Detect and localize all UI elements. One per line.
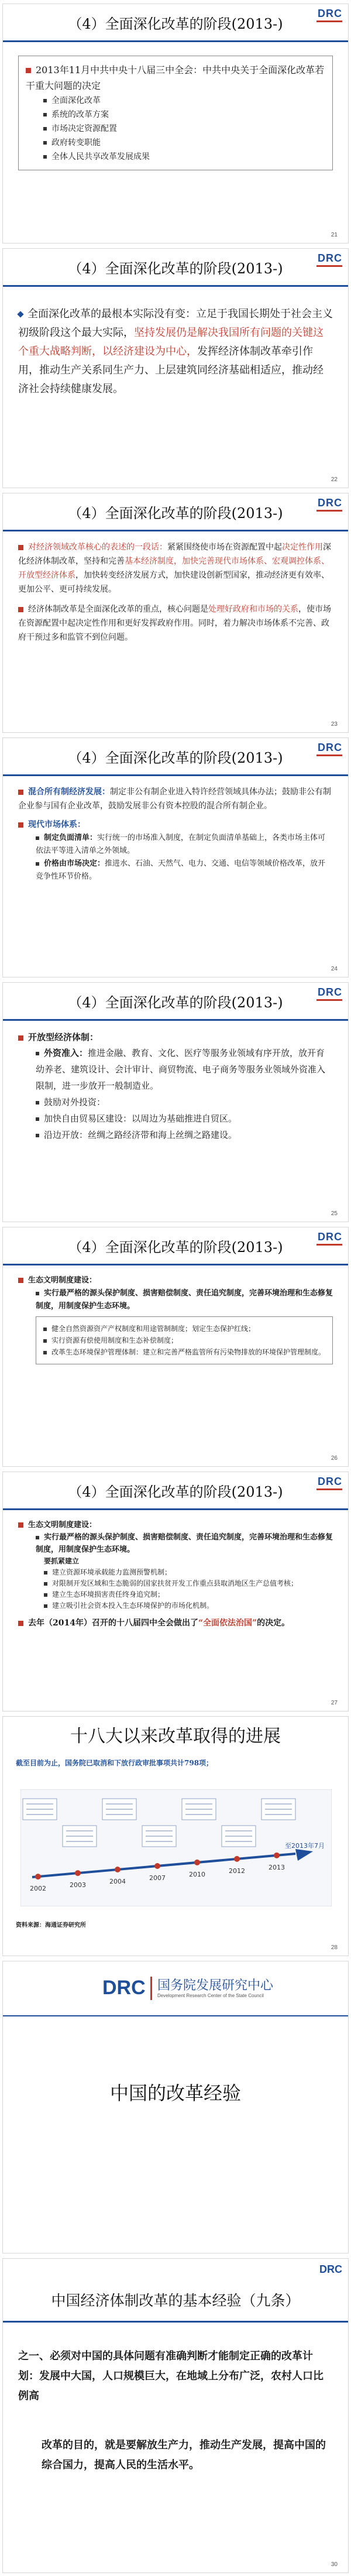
bullet-icon (26, 68, 31, 73)
intro-text: 2013年11月中共中央十八届三中全会：中共中央关于全面深化改革若干重大问题的决定 (26, 64, 325, 91)
logo-underline (316, 510, 342, 512)
bullet-icon (36, 1117, 39, 1121)
list-item: 实行资源有偿使用制度和生态补偿制度； (43, 1335, 325, 1346)
bullet-icon (18, 1522, 23, 1528)
body-paragraph: 混合所有制经济发展：制定非公有制企业进入特许经营领域具体办法；鼓励非公有制企业参与国有企业改革，鼓励发展非公有资本控股的混合所有制企业。 (18, 787, 331, 811)
body-paragraph: 全面深化改革的最根本实际没有变：立足于我国长期处于社会主义初级阶段这个最大实际，坚持发展仍是解决我国所有问题的关键这个重大战略判断，以经济建设为中心，发挥经济体制改革牵引作用，推动生产关系同生产力、上层建筑同经济基础相适应，推动经济社会持续健康发展。 (18, 308, 333, 395)
list-item: 全体人民共享改革发展成果 (26, 150, 325, 164)
page-number: 24 (331, 966, 338, 972)
slide-title: （4）全面深化改革的阶段(2013-) (68, 1484, 283, 1500)
bullet-icon (18, 1621, 23, 1626)
slide-title: （4）全面深化改革的阶段(2013-) (68, 260, 283, 277)
bullet-icon (18, 1035, 23, 1041)
drc-logo: DRC (318, 986, 342, 998)
slide-title-bar (3, 1717, 348, 1753)
slide-26 (2, 1227, 349, 1467)
bullet-icon (43, 155, 47, 159)
body-paragraph: 改革的目的，就是要解放生产力，推动生产发展，提高中国的综合国力，提高人民的生活水平。 (42, 2439, 326, 2471)
bullet-icon (18, 607, 23, 612)
drc-logo: DRC (102, 1977, 146, 1999)
slide-body (18, 305, 333, 399)
list-item: 全面深化改革 (26, 94, 325, 108)
bullet-icon (36, 862, 39, 866)
timeline-year-label: 2004 (109, 1878, 126, 1886)
bullet-icon (18, 790, 23, 795)
page-number: 25 (331, 1210, 338, 1217)
timeline-year-label: 2013 (269, 1863, 285, 1871)
slide-23 (2, 493, 349, 733)
list-item: 鼓励对外投资： (18, 1094, 333, 1110)
list-item: 健全自然资源资产产权制度和用途管制制度；划定生态保护红线； (43, 1323, 325, 1335)
bullet-icon (36, 1292, 39, 1295)
bullet-icon (36, 1536, 39, 1539)
section-heading: 现代市场体系： (18, 818, 333, 832)
list-item: 价格由市场决定：推进水、石油、天然气、电力、交通、电信等领域价格改革，放开竞争性环节价格。 (36, 859, 326, 881)
timeline-end-label: 至2013年7月 (285, 1842, 325, 1850)
timeline-year-label: 2012 (229, 1867, 245, 1875)
content-box (18, 56, 333, 170)
bullet-icon (43, 1339, 47, 1343)
bullet-icon (36, 1134, 39, 1137)
logo-underline (316, 1244, 342, 1246)
slide-title: 中国经济体制改革的基本经验（九条） (51, 2292, 300, 2309)
timeline-node (234, 1856, 240, 1862)
logo-underline (316, 20, 342, 22)
source-note: 资料来源：海通证券研究所 (16, 1922, 86, 1929)
bullet-icon (36, 1052, 39, 1055)
logo-underline (316, 754, 342, 756)
slide-21 (2, 4, 349, 243)
slide-body (16, 1758, 335, 1768)
slide-body (18, 540, 333, 644)
slide-title: （4）全面深化改革的阶段(2013-) (68, 1239, 283, 1256)
drc-logo: DRC (318, 742, 342, 753)
slide-body (18, 1274, 333, 1364)
slide-28 (2, 1716, 349, 1956)
body-paragraph: 之一、必须对中国的具体问题有准确判断才能制定正确的改革计划：发展中大国，人口规模巨大，在地域上分布广泛，农村人口比例高 (18, 2350, 324, 2402)
bullet-icon (44, 1604, 47, 1608)
bullet-icon (36, 1101, 39, 1105)
bullet-icon (44, 1593, 47, 1597)
timeline-node (194, 1860, 200, 1865)
lead-text: 截至目前为止，国务院已取消和下放行政审批事项共计798项； (16, 1759, 214, 1767)
logo-divider (150, 1977, 152, 2000)
slide-27 (2, 1471, 349, 1711)
logo-underline (316, 1488, 342, 1490)
slide-title: （4）全面深化改革的阶段(2013-) (68, 16, 283, 32)
bullet-icon (43, 113, 47, 116)
slide-title: （4）全面深化改革的阶段(2013-) (68, 505, 283, 522)
list-item: 改革生态环境保护管理体制：建立和完善严格监管所有污染物排放的环境保护管理制度。 (43, 1346, 325, 1358)
page-number: 23 (331, 721, 338, 728)
timeline-year-label: 2010 (189, 1870, 205, 1878)
section-title: 中国的改革经验 (109, 2082, 241, 2104)
slide-title: （4）全面深化改革的阶段(2013-) (68, 994, 283, 1011)
timeline-year-label: 2003 (70, 1881, 86, 1889)
slide-body (18, 785, 333, 883)
slide-body (18, 2347, 333, 2475)
slide-25 (2, 982, 349, 1222)
org-name-en: Development Research Center of the State Council (157, 1993, 264, 1998)
bullet-icon (18, 545, 23, 550)
page-number: 22 (331, 476, 338, 483)
body-paragraph: 实行最严格的源头保护制度、损害赔偿制度、责任追究制度，完善环境治理和生态修复制度，用制度保护生态环境。 (36, 1533, 333, 1554)
header-rule (3, 2015, 348, 2016)
logo-underline (316, 999, 342, 1001)
slide-title: （4）全面深化改革的阶段(2013-) (68, 750, 283, 766)
section-heading: 生态文明制度建设： (18, 1519, 333, 1531)
body-paragraph: 经济体制改革是全面深化改革的重点，核心问题是处理好政府和市场的关系，使市场在资源配置中起决定性作用和更好发挥政府作用。同时，着力解决市场体系不完善、政府干预过多和监管不到位问题。 (18, 605, 331, 642)
list-item: 外资准入：推进金融、教育、文化、医疗等服务业领域有序开放，放开育幼养老、建筑设计、会计审计、商贸物流、电子商务等服务业领域外资准入限制，进一步放开一般制造业。 (36, 1048, 326, 1091)
slide-body (18, 1030, 333, 1143)
bullet-icon (18, 1278, 23, 1283)
slide-title: 十八大以来改革取得的进展 (70, 1726, 281, 1747)
list-item: 市场决定资源配置 (26, 122, 325, 136)
timeline-year-label: 2002 (30, 1885, 46, 1893)
bullet-icon (44, 1571, 47, 1575)
slide-title-bar (3, 2280, 348, 2323)
org-name-cn: 国务院发展研究中心 (157, 1978, 274, 1993)
slide-title-bar (3, 249, 348, 287)
list-item: 建立资源环境承载能力监测预警机制； (44, 1567, 333, 1578)
page-number: 26 (331, 1455, 338, 1462)
timeline-svg (20, 1789, 332, 1906)
list-item: 对限制开发区域和生态脆弱的国家扶贫开发工作重点县取消地区生产总值考核； (44, 1578, 333, 1589)
drc-logo: DRC (319, 2263, 342, 2275)
slide-body (18, 1519, 333, 1630)
bullet-icon (43, 1328, 47, 1331)
bullet-icon (43, 127, 47, 131)
slide-30 (2, 2258, 349, 2573)
slide-section (2, 1961, 349, 2253)
slide-title-bar (3, 493, 348, 531)
section-heading: 开放型经济体制： (18, 1030, 333, 1045)
body-paragraph: 对经济领域改革核心的表述的一段话：紧紧围绕使市场在资源配置中起决定性作用深化经济体制改革，坚持和完善基本经济制度，加快完善现代市场体系、宏观调控体系、开放型经济体系，加快转变经济发展方式，加快建设创新型国家，推动经济更有效率、更加公平、更可持续发展。 (18, 543, 331, 594)
body-paragraph: 去年（2014年）召开的十八届四中全会做出了“全面依法治国”的决定。 (18, 1616, 333, 1630)
list-item: 建立生态环境损害责任终身追究制； (44, 1589, 333, 1600)
drc-logo: DRC (318, 497, 342, 509)
drc-logo: DRC (318, 1231, 342, 1243)
slide-title-bar (3, 1227, 348, 1265)
section-heading: 生态文明制度建设： (18, 1274, 333, 1287)
list-item: 系统的改革方案 (26, 108, 325, 122)
list-item: 制定负面清单：实行统一的市场准入制度，在制定负面清单基础上，各类市场主体可依法平等进入清单之外领域。 (36, 833, 326, 855)
sub-list (18, 1556, 333, 1611)
content-box (36, 1316, 333, 1364)
bullet-icon (18, 822, 23, 828)
slide-title-bar (3, 4, 348, 42)
slide-22 (2, 248, 349, 488)
drc-logo: DRC (318, 8, 342, 19)
sub-heading: 要抓紧建立 (44, 1557, 80, 1565)
page-number: 28 (331, 1944, 338, 1951)
page-number: 21 (331, 232, 338, 238)
list-item: 沿边开放：丝绸之路经济带和海上丝绸之路建设。 (18, 1127, 333, 1143)
slide-title-bar (3, 983, 348, 1021)
timeline-graphic (20, 1789, 331, 1906)
timeline-node (75, 1870, 81, 1876)
slide-title-bar (3, 1472, 348, 1510)
logo-underline (316, 265, 342, 267)
slide-24 (2, 738, 349, 977)
list-item: 加快自由贸易区建设：以周边为基础推进自贸区。 (18, 1110, 333, 1127)
drc-logo: DRC (318, 1476, 342, 1487)
body-paragraph: 实行最严格的源头保护制度、损害赔偿制度、责任追究制度，完善环境治理和生态修复制度，用制度保护生态环境。 (36, 1289, 333, 1311)
page-number: 30 (331, 2561, 338, 2568)
bullet-icon (43, 141, 47, 145)
bullet-icon (17, 311, 23, 317)
timeline-year-label: 2007 (149, 1874, 166, 1882)
timeline-node (115, 1867, 121, 1872)
bullet-icon (36, 836, 39, 840)
bullet-icon (43, 99, 47, 102)
list-item: 政府转变职能 (26, 136, 325, 150)
bullet-icon (43, 1351, 47, 1354)
timeline-node (274, 1853, 280, 1858)
list-item: 建立吸引社会资本投入生态环境保护的市场化机制。 (44, 1600, 333, 1611)
bullet-icon (44, 1582, 47, 1586)
slide-title-bar (3, 738, 348, 776)
drc-logo: DRC (318, 252, 342, 264)
timeline-node (35, 1874, 41, 1879)
slide-body (18, 56, 333, 170)
page-number: 27 (331, 1700, 338, 1706)
timeline-node (154, 1863, 160, 1869)
